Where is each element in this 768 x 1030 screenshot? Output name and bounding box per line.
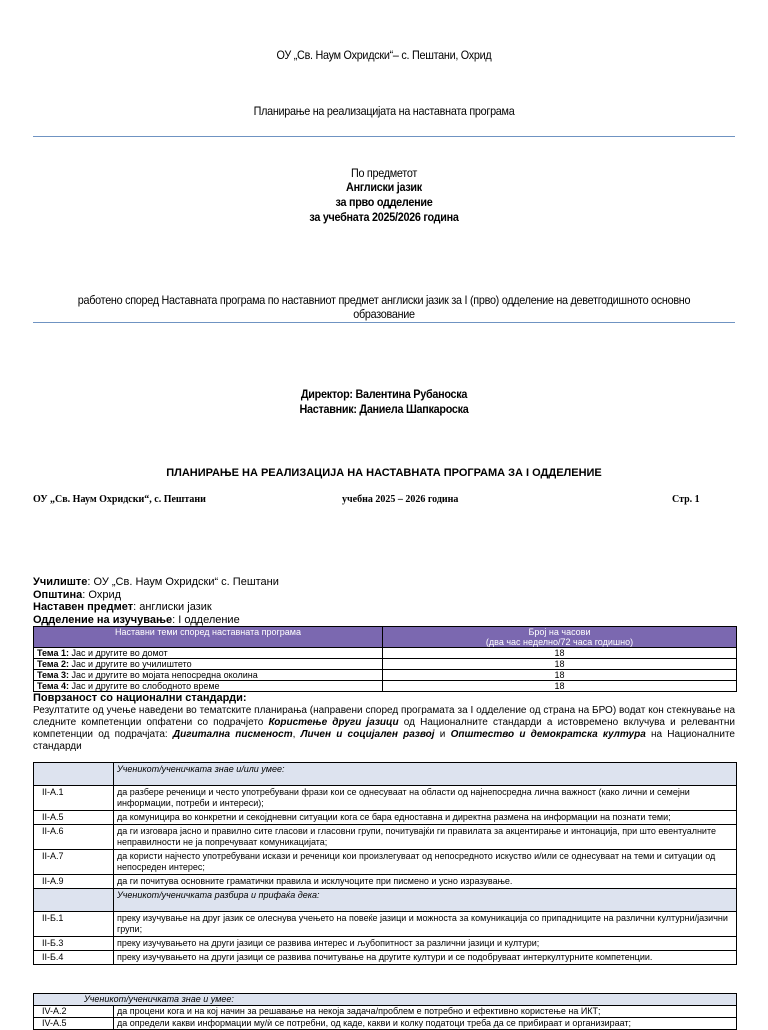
table-row [34, 875, 737, 889]
table-row [34, 786, 737, 811]
school-name: ОУ „Св. Наум Охридски“– с. Пештани, Охрид [276, 48, 492, 62]
group-header-text: Ученикот/ученичката разбира и прифаќа дека: [114, 889, 737, 912]
subject-name: Англиски јазик [346, 180, 422, 194]
table-row [34, 951, 737, 965]
competence-text: преку изучувањето на други јазици се развива почитување на другите култури и се подобруваат интеркултурните компетенции. [114, 951, 737, 965]
competence-text: преку изучувањето на други јазици се развива интерес и љубопитност за различни јазици и култури; [114, 937, 737, 951]
plan-title: Планирање на реализацијата на наставната програма [253, 104, 515, 118]
info-municipality: Општина: Охрид [33, 589, 122, 601]
competence-code: IV-А.5 [34, 1018, 114, 1030]
table-row [34, 1006, 737, 1018]
table-row [34, 825, 737, 850]
topics-table-header [34, 627, 737, 648]
competence-group-header [34, 889, 737, 912]
competence-text: преку изучување на друг јазик се олеснува учењето на повеќе јазици и можноста за комуникација со припадниците на различни културни/јазични групи; [114, 912, 737, 937]
table-row: Тема 1: Јас и другите во домот 18 [34, 648, 737, 659]
subject-intro: По предметот [350, 166, 418, 180]
competence-text: да користи најчесто употребувани искази и реченици кои произлегуваат од непосредното искуство и/или се однесуваат на теми и ситуации од непосреден интерес; [114, 850, 737, 875]
group-header-spacer [34, 889, 114, 912]
grade-line: за прво одделение [335, 195, 433, 209]
table-row [34, 912, 737, 937]
competence-code: II-Б.3 [34, 937, 114, 951]
competence-code: II-Б.4 [34, 951, 114, 965]
competence-code: II-А.9 [34, 875, 114, 889]
info-school: Училиште: ОУ „Св. Наум Охридски“ с. Пештани [33, 576, 279, 588]
info-subject: Наставен предмет: англиски јазик [33, 601, 212, 613]
group-header-text: Ученикот/ученичката знае и умее: [34, 994, 737, 1006]
table-row: Тема 3: Јас и другите во мојата непосредна околина 18 [34, 670, 737, 681]
program-basis-line1: работено според Наставната програма по наставниот предмет англиски јазик за I (прво) одделение на деветгодишното основно [77, 293, 691, 307]
competence-code: IV-А.2 [34, 1006, 114, 1018]
competence-text: да разбере реченици и често употребувани фрази кои се однесуваат на области од најнепосредна лична важност (како лични и семејни информации, потреби и интереси); [114, 786, 737, 811]
info-grade: Одделение на изучување: I одделение [33, 614, 240, 626]
competence-text: да определи какви информации му/ѝ се потребни, од каде, какви и колку податоци треба да се прибираат и организираат; [114, 1018, 737, 1030]
table-row [34, 937, 737, 951]
competence-code: II-А.5 [34, 811, 114, 825]
school-year: за учебната 2025/2026 година [309, 210, 459, 224]
table-row [34, 811, 737, 825]
competences-table-2 [33, 993, 737, 1030]
teacher-name: Наставник: Даниела Шапкароска [299, 402, 469, 416]
competence-group-header [34, 994, 737, 1006]
divider [33, 136, 735, 137]
competence-code: II-А.7 [34, 850, 114, 875]
table-row: Тема 4: Јас и другите во слободното време 18 [34, 681, 737, 692]
group-header-spacer [34, 763, 114, 786]
page-header-school: ОУ „Св. Наум Охридски“, с. Пештани [33, 494, 206, 505]
competence-text: да ги изговара јасно и правилно сите гласови и гласовни групи, почитувајќи ги правилата за акцентирање и интонација, при што евентуалните неправилности не ја попречуваат комуникацијата; [114, 825, 737, 850]
competence-code: II-Б.1 [34, 912, 114, 937]
competence-group-header [34, 763, 737, 786]
page-number: Стр. 1 [672, 494, 700, 505]
hours-col-header: Број на часови (два час неделно/72 часа годишно) [383, 627, 737, 648]
program-basis-line2: образование [353, 307, 415, 321]
page-header-year: учебна 2025 – 2026 година [342, 494, 459, 505]
topics-col-header: Наставни теми според наставната програма [34, 627, 383, 648]
director-name: Директор: Валентина Рубаноска [300, 387, 468, 401]
competence-code: II-А.6 [34, 825, 114, 850]
table-row [34, 850, 737, 875]
section-heading: ПЛАНИРАЊЕ НА РЕАЛИЗАЦИЈА НА НАСТАВНАТА ПРОГРАМА ЗА I ОДДЕЛЕНИЕ [166, 467, 602, 479]
topics-table [33, 626, 737, 692]
competence-text: да комуницира во конкретни и секојдневни ситуации кога се бара едноставна и директна размена на информации на познати теми; [114, 811, 737, 825]
table-row: Тема 2: Јас и другите во училиштето 18 [34, 659, 737, 670]
divider [33, 322, 735, 323]
standards-heading: Поврзаност со национални стандарди: [33, 692, 247, 704]
competence-text: да процени кога и на кој начин за решавање на некоја задача/проблем е потребно и ефективно користење на ИКТ; [114, 1006, 737, 1018]
competence-code: II-А.1 [34, 786, 114, 811]
competences-table [33, 762, 737, 965]
group-header-text: Ученикот/ученичката знае и/или умее: [114, 763, 737, 786]
competence-text: да ги почитува основните граматички правила и исклучоците при писмено и усно изразување. [114, 875, 737, 889]
standards-paragraph: Резултатите од учење наведени во тематските планирања (направени според програмата за I одделение од страна на БРО) водат кон стекнување на следните компетенции опфатени со подрачјето Користење други јазици од Националните стандарди а истовремено вклучува и релевантни компетенции од подрачјата: Дигитална писменост, Личен и социјален развој и Општество и демократска култура на Националните стандарди [33, 705, 735, 752]
